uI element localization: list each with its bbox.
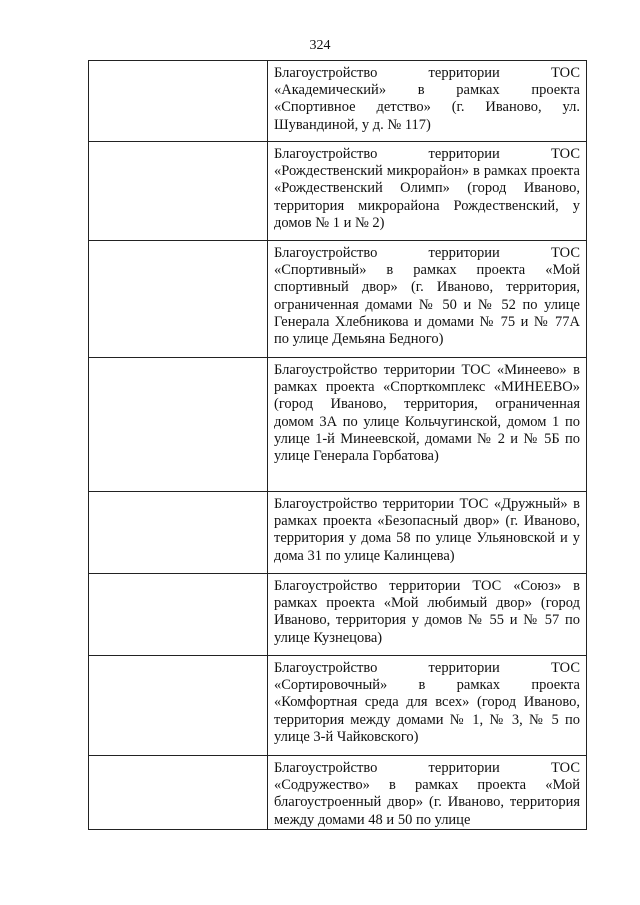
table-cell-project: Благоустройство территории ТОС «Сортировочный» в рамках проекта «Комфортная среда для всех» (город Иваново, территория между домами № 1, № 3, № 5 по улице 3-й Чайковского) [268, 656, 587, 756]
table-cell-left [89, 574, 268, 656]
table-row [89, 656, 587, 756]
table-row [89, 492, 587, 574]
table-cell-left [89, 61, 268, 142]
projects-table [88, 60, 587, 830]
table-cell-left [89, 756, 268, 830]
table-cell-project: Благоустройство территории ТОС «Содружество» в рамках проекта «Мой благоустроенный двор» (г. Иваново, территория между домами 48 и 50 по улице [268, 756, 587, 830]
table-row [89, 574, 587, 656]
table-cell-project: Благоустройство территории ТОС «Союз» в рамках проекта «Мой любимый двор» (город Иваново, территория у домов № 55 и № 57 по улице Кузнецова) [268, 574, 587, 656]
table-cell-left [89, 142, 268, 241]
table-row [89, 358, 587, 492]
table-cell-project: Благоустройство территории ТОС «Минеево» в рамках проекта «Спорткомплекс «МИНЕЕВО» (город Иваново, территория, ограниченная домом 3А по улице Кольчугинской, домом 1 по улице 1-й Минеевской, домами № 2 и № 5Б по улице Генерала Горбатова) [268, 358, 587, 492]
table-cell-project: Благоустройство территории ТОС «Дружный» в рамках проекта «Безопасный двор» (г. Иваново, территория у дома 58 по улице Ульяновской и у дома 31 по улице Калинцева) [268, 492, 587, 574]
table-row [89, 756, 587, 830]
table-row [89, 61, 587, 142]
table-cell-project: Благоустройство территории ТОС «Спортивный» в рамках проекта «Мой спортивный двор» (г. Иваново, территория, ограниченная домами № 50 и № 52 по улице Генерала Хлебникова и домами № 75 и № 77А по улице Демьяна Бедного) [268, 241, 587, 358]
table-row [89, 241, 587, 358]
table-cell-project: Благоустройство территории ТОС «Академический» в рамках проекта «Спортивное детство» (г. Иваново, ул. Шувандиной, у д. № 117) [268, 61, 587, 142]
table-cell-left [89, 492, 268, 574]
table-cell-left [89, 656, 268, 756]
table-row [89, 142, 587, 241]
table-cell-left [89, 241, 268, 358]
table-cell-project: Благоустройство территории ТОС «Рождественский микрорайон» в рамках проекта «Рождественский Олимп» (город Иваново, территория микрорайона Рождественский, у домов № 1 и № 2) [268, 142, 587, 241]
page-number: 324 [309, 38, 331, 53]
table-cell-left [89, 358, 268, 492]
